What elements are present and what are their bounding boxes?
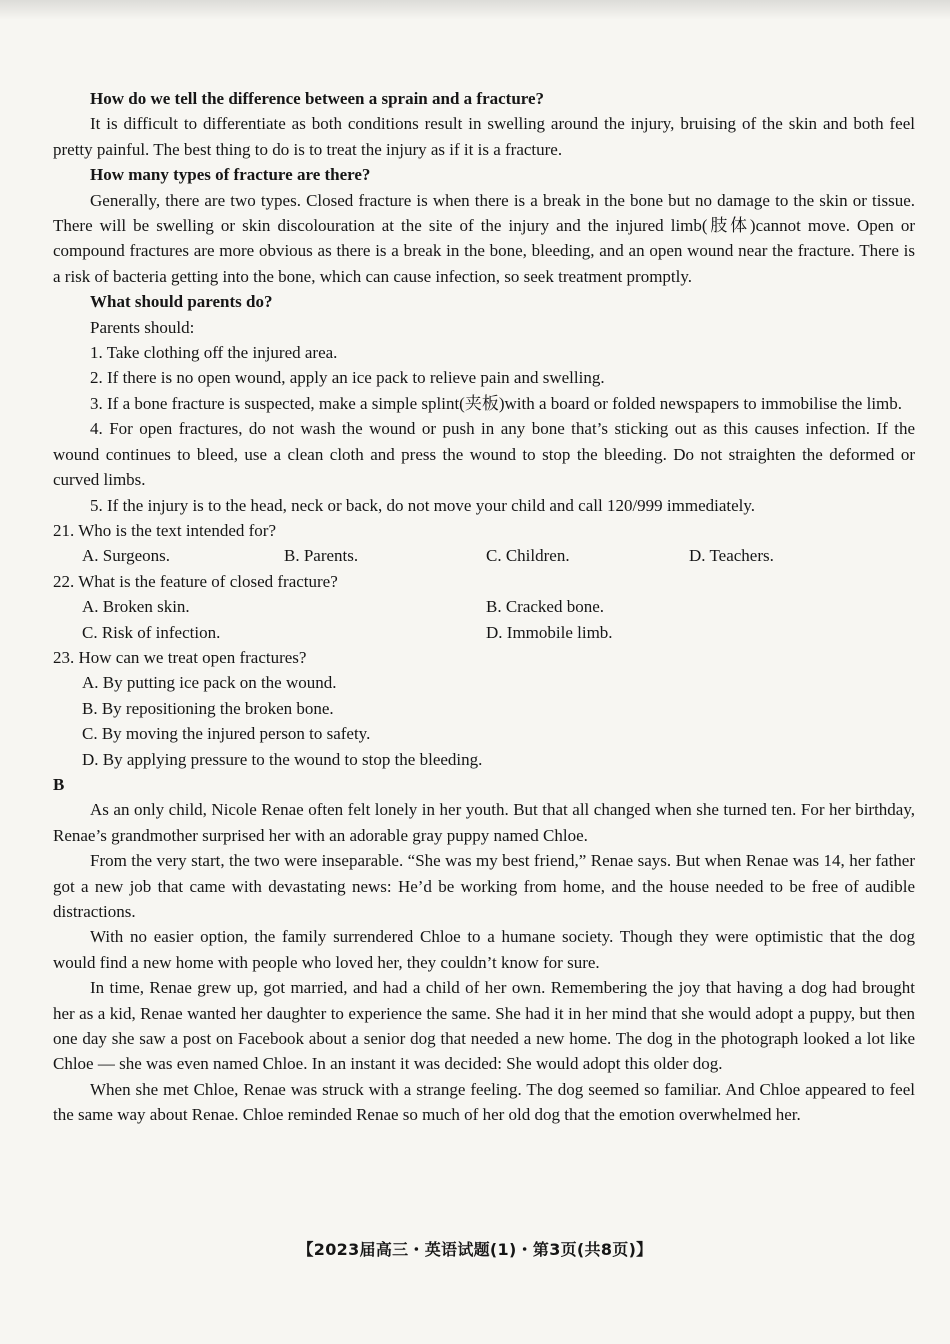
option-23-d: D. By applying pressure to the wound to stop the bleeding. [82, 749, 483, 769]
question-23: 23. How can we treat open fractures? [53, 647, 307, 667]
step-2: 2. If there is no open wound, apply an ice pack to relieve pain and swelling. [90, 368, 605, 388]
scan-edge [0, 0, 950, 20]
paragraph-parents-should: Parents should: [90, 317, 195, 337]
step-3: 3. If a bone fracture is suspected, make a simple splint(夹板)with a board or folded newspapers to immobilise the limb. [90, 393, 903, 413]
section-b-label: B [53, 774, 65, 794]
option-22-b: B. Cracked bone. [486, 597, 605, 617]
passage-b-paragraph: From the very start, the two were inseparable. “She was my best friend,” Renae says. But when Renae was 14, her father got a new job that came with devastating news: He’d be working from home, and the house needed to be free of audible distractions. [53, 851, 915, 921]
step-4: 4. For open fractures, do not wash the wound or push in any bone that’s sticking out as this causes infection. If the wound continues to bleed, use a clean cloth and press the wound to stop the bleeding. Do not straighten the deformed or curved limbs. [53, 419, 915, 490]
heading-fracture-types: How many types of fracture are there? [90, 165, 371, 185]
option-22-c: C. Risk of infection. [82, 622, 221, 642]
page-content [53, 86, 915, 1128]
option-23-c: C. By moving the injured person to safety. [82, 724, 371, 744]
passage-b-paragraph: In time, Renae grew up, got married, and had a child of her own. Remembering the joy that having a dog had brought her as a kid, Renae wanted her daughter to experience the same. She had it in her mind that she would adopt a puppy, but then one day she saw a post on Facebook about a senior dog that needed a new home. The dog in the photograph looked a lot like Chloe — she was even named Chloe. In an instant it was decided: She would adopt this older dog. [53, 978, 915, 1074]
passage-b-paragraph: As an only child, Nicole Renae often felt lonely in her youth. But that all changed when she turned ten. For her birthday, Renae’s grandmother surprised her with an adorable gray puppy named Chloe. [53, 800, 915, 845]
option-21-a: A. Surgeons. [82, 546, 170, 566]
option-21-d: D. Teachers. [689, 546, 774, 566]
heading-parents: What should parents do? [90, 292, 273, 312]
heading-sprain-vs-fracture: How do we tell the difference between a sprain and a fracture? [90, 89, 545, 108]
question-21: 21. Who is the text intended for? [53, 520, 276, 540]
page-footer: 【2023届高三・英语试题(1)・第3页(共8页)】 [297, 1240, 653, 1259]
option-23-a: A. By putting ice pack on the wound. [82, 673, 337, 693]
option-23-b: B. By repositioning the broken bone. [82, 698, 334, 718]
step-1: 1. Take clothing off the injured area. [90, 343, 338, 363]
step-5: 5. If the injury is to the head, neck or back, do not move your child and call 120/999 immediately. [90, 495, 756, 515]
option-22-a: A. Broken skin. [82, 597, 190, 617]
passage-b-paragraph: With no easier option, the family surrendered Chloe to a humane society. Though they were optimistic that the dog would find a new home with people who loved her, they couldn’t know for sure. [53, 927, 915, 972]
option-21-c: C. Children. [486, 546, 570, 566]
option-21-b: B. Parents. [284, 546, 359, 566]
paragraph-differentiate: It is difficult to differentiate as both conditions result in swelling around the injury, bruising of the skin and both feel pretty painful. The best thing to do is to treat the injury as if it is a fracture. [53, 114, 915, 159]
question-22: 22. What is the feature of closed fracture? [53, 571, 338, 591]
paragraph-fracture-types: Generally, there are two types. Closed fracture is when there is a break in the bone but no damage to the skin or tissue. There will be swelling or skin discolouration at the site of the injury and the injured limb(肢体)cannot move. Open or compound fractures are more obvious as there is a break in the bone, bleeding, and an open wound near the fracture. There is a risk of bacteria getting into the bone, which can cause infection, so seek treatment promptly. [53, 190, 915, 286]
option-22-d: D. Immobile limb. [486, 622, 613, 642]
passage-b-paragraph: When she met Chloe, Renae was struck with a strange feeling. The dog seemed so familiar. And Chloe appeared to feel the same way about Renae. Chloe reminded Renae so much of her old dog that the emotion overwhelmed her. [53, 1079, 915, 1125]
question-21-options [53, 543, 915, 568]
question-22-options-row2 [53, 620, 915, 645]
question-22-options-row1 [53, 594, 915, 619]
